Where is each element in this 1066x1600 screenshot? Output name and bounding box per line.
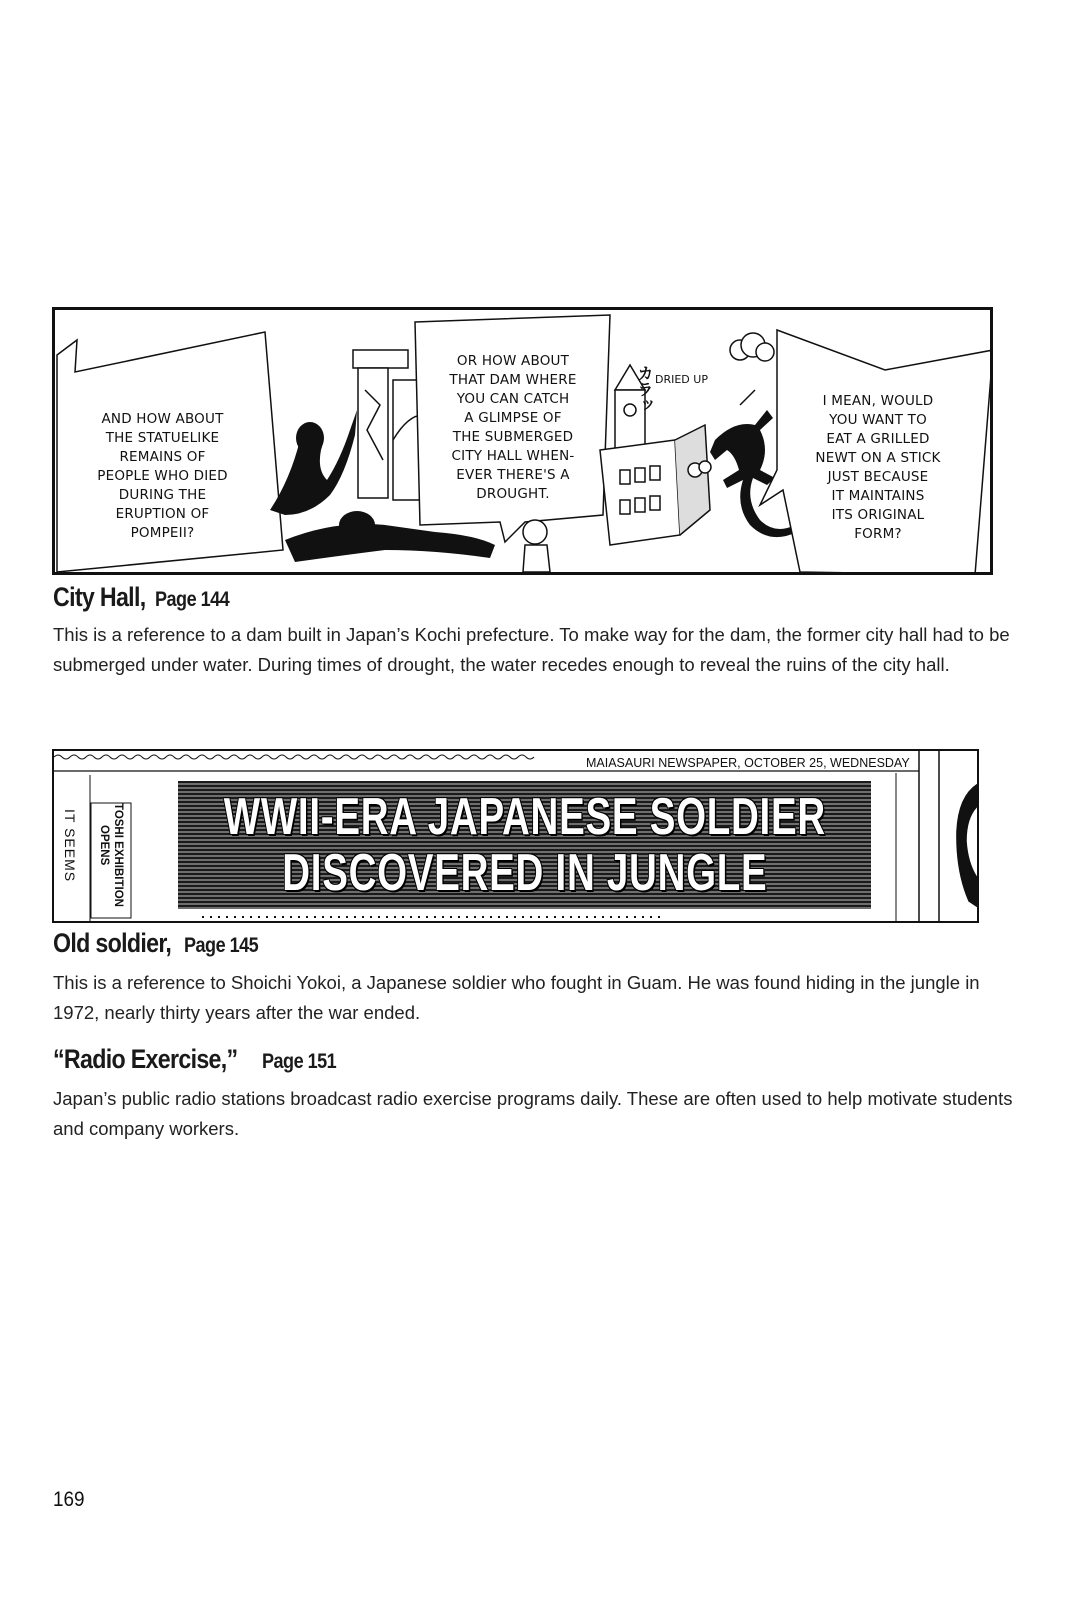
note-heading-old-soldier — [53, 928, 271, 959]
headline-line-1: WWII-ERA JAPANESE SOLDIER — [223, 788, 826, 846]
portrait-illustration — [957, 781, 979, 911]
note-heading-radio-exercise — [53, 1044, 348, 1075]
speech-text-center: OR HOW ABOUT THAT DAM WHERE YOU CAN CATCH A GLIMPSE OF THE SUBMERGED CITY HALL WHEN- EVER THERE'S A DROUGHT. — [449, 353, 577, 502]
note-heading-city-hall — [53, 582, 241, 613]
speech-text-left: AND HOW ABOUT THE STATUELIKE REMAINS OF PEOPLE WHO DIED DURING THE ERUPTION OF POMPEII? — [97, 411, 228, 541]
note-page: Page 151 — [261, 1050, 336, 1073]
person-illustration — [523, 520, 550, 572]
note-page: Page 145 — [184, 934, 259, 957]
headline-line-2: DISCOVERED IN JUNGLE — [281, 844, 768, 902]
side-headline-line2: OPENS — [98, 825, 110, 866]
side-text-it-seems: IT SEEMS — [62, 809, 78, 883]
manga-panel-city-hall — [52, 307, 993, 575]
note-text-radio-exercise: Japan’s public radio stations broadcast radio exercise programs daily. These are often used to help motivate students and company workers. — [53, 1088, 1013, 1139]
newspaper-dateline: MAIASAURI NEWSPAPER, OCTOBER 25, WEDNESDAY — [586, 756, 910, 770]
sound-effect-label: DRIED UP — [655, 373, 708, 386]
manga-panel-newspaper — [52, 749, 979, 923]
page-number: 169 — [53, 1488, 85, 1511]
note-text-city-hall: This is a reference to a dam built in Japan’s Kochi prefecture. To make way for the dam, the former city hall had to be submerged under water. During times of drought, the water recedes enough to reveal the ruins of the city hall. — [53, 624, 1010, 675]
note-title: City Hall, — [53, 582, 146, 612]
note-title: “Radio Exercise,” — [53, 1044, 238, 1074]
note-page: Page 144 — [154, 588, 229, 611]
sound-effect-kana: カラッ — [635, 365, 654, 413]
note-title: Old soldier, — [53, 928, 172, 958]
note-text-old-soldier: This is a reference to Shoichi Yokoi, a Japanese soldier who fought in Guam. He was found hiding in the jungle in 1972, nearly thirty years after the war ended. — [53, 972, 980, 1023]
side-headline-line1: TOSHI EXHIBITION — [112, 803, 124, 907]
newspaper-headline-banner — [178, 781, 871, 909]
speech-text-right: I MEAN, WOULD YOU WANT TO EAT A GRILLED NEWT ON A STICK JUST BECAUSE IT MAINTAINS ITS ORIGINAL FORM? — [815, 393, 941, 542]
